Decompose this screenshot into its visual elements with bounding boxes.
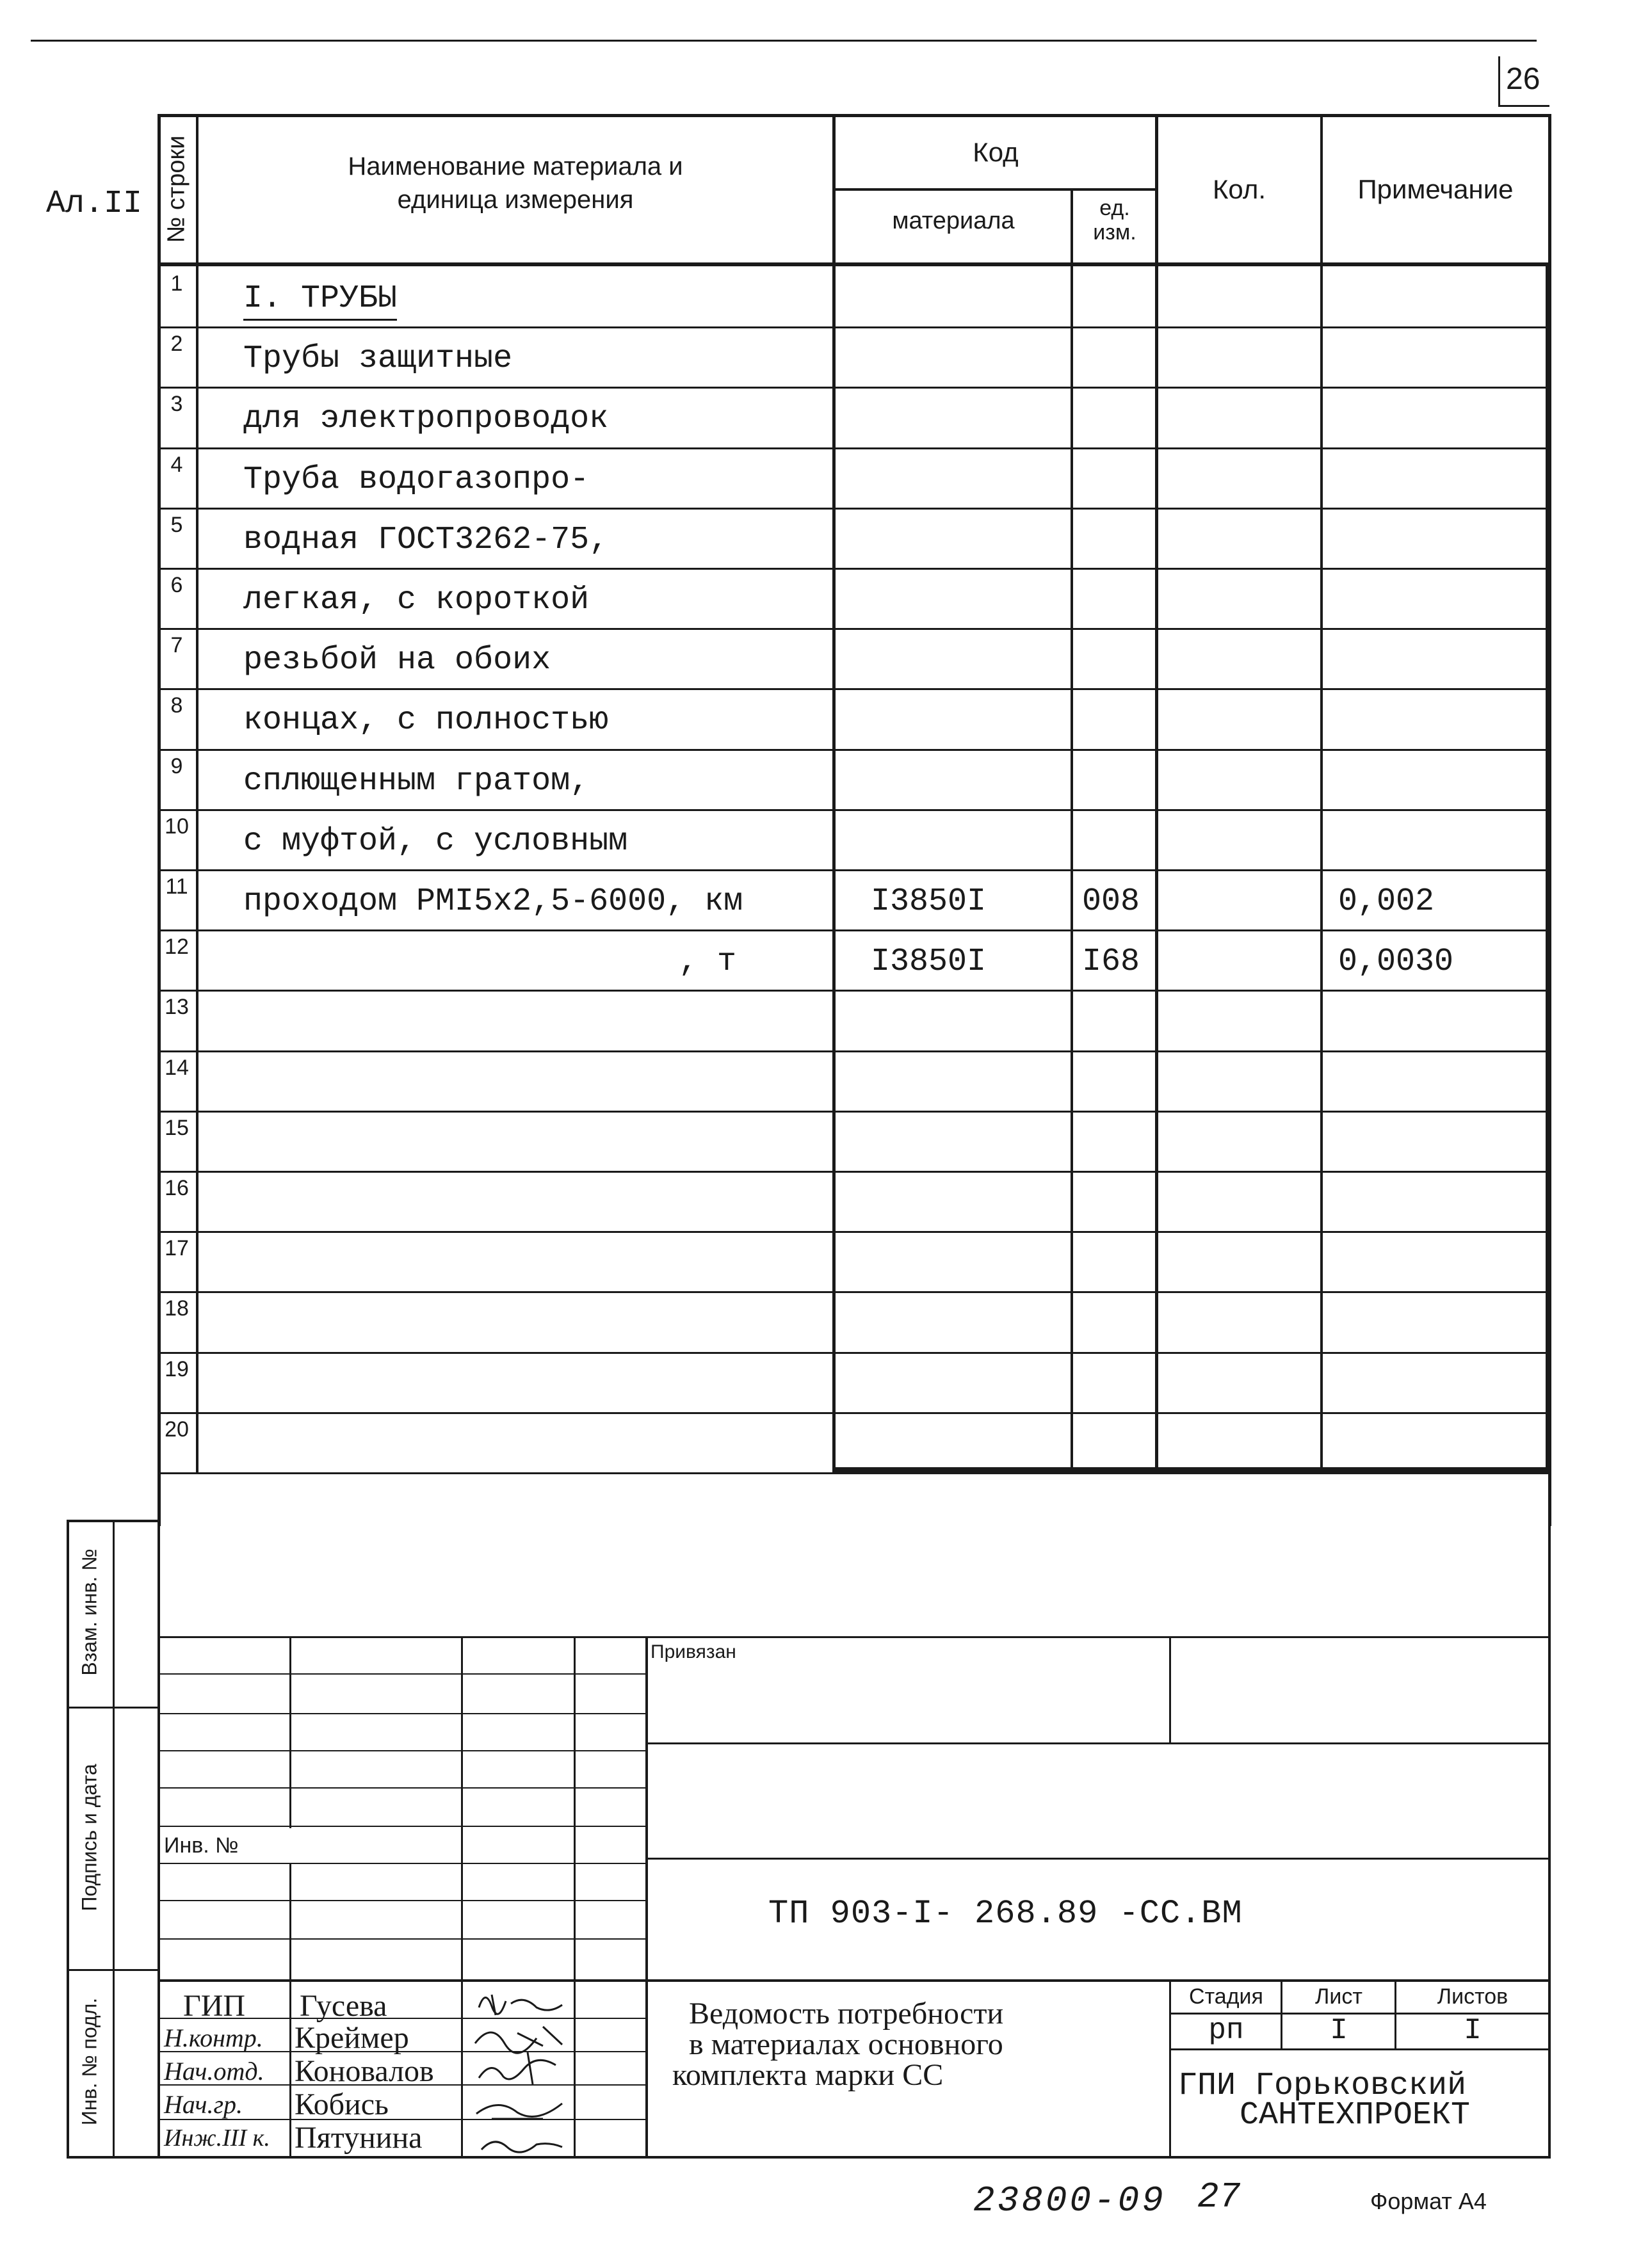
row-number: 14 [165,1055,189,1080]
row-number: 18 [165,1296,189,1321]
row-separator [160,1050,1548,1052]
row-unit-code: I68 [1082,944,1140,981]
row-number-header: № строки [163,135,190,243]
stamp-left-border [158,1472,160,2157]
top-rule [31,40,1537,42]
reg-col-4 [645,1636,648,2157]
col-line-note [1320,114,1323,1472]
row-number: 8 [170,693,183,718]
unit-code-header-line2: изм. [1093,220,1136,245]
row-number: 11 [165,874,188,899]
row-number: 9 [170,753,183,778]
sheet-value: I [1330,2014,1348,2047]
row-separator [160,326,1548,328]
row-separator [160,568,1548,570]
code-header: Код [973,137,1019,167]
sheet-label: Лист [1315,1984,1362,2009]
album-label: Ал.II [46,186,143,222]
row-material-code: I3850I [871,883,987,920]
row-note: 0,002 [1338,883,1435,920]
row-separator [160,990,1548,992]
table-top-border [158,114,1551,117]
stamp-bottom-border [158,2156,1551,2159]
reg-col-1b [289,1863,291,2157]
row-number: 15 [165,1115,189,1140]
inv-podl-label: Инв. № подл. [77,1997,101,2126]
stage-value-line [1169,2048,1551,2050]
reg-col-1 [289,1636,291,1828]
row-separator [160,1111,1548,1113]
stamp-top-line [158,1636,1551,1638]
row-number: 6 [170,573,183,597]
privyazan-bottom [647,1742,1551,1744]
row-material-name: легкая, с короткой [243,582,590,618]
stage-value: рп [1208,2014,1244,2047]
signatory-name-5: Пятунина [295,2121,423,2155]
row-separator [160,749,1548,751]
signatory-role-3: Нач.отд. [164,2057,264,2086]
row-separator [160,1412,1548,1414]
row-number: 3 [170,392,183,417]
row-material-name: , т [679,944,737,981]
row-material-name: I. ТРУБЫ [243,280,398,317]
row-number: 5 [170,512,183,537]
doc-title-line2: в материалах основного [689,2027,1003,2061]
sheets-value: I [1464,2014,1482,2047]
row-material-name: сплющенным гратом, [243,762,590,800]
stamp-right-border [1548,1472,1551,2157]
doc-title-line1: Ведомость потребности [689,1997,1004,2031]
row-material-name: резьбой на обоих [243,642,551,679]
signatory-role-1: ГИП [183,1989,246,2023]
signatory-name-1: Гусева [300,1989,387,2023]
side-strip-bottom [67,2156,160,2159]
row-number: 17 [165,1236,189,1261]
col-line-rownum [196,114,198,1472]
archive-number: 23800-09 [973,2180,1166,2221]
podpis-data-label: Подпись и дата [77,1764,101,1911]
organization-line1: ГПИ Горьковский [1178,2068,1467,2104]
row-material-code: I3850I [871,944,987,981]
row-number: 10 [165,814,189,839]
code-subheader-line [832,188,1158,191]
header-separator [158,262,1551,266]
row-number: 12 [165,935,189,960]
row-number: 13 [165,995,189,1020]
row-separator [160,929,1548,931]
col-line-qty [1155,114,1158,1472]
row-separator [160,1171,1548,1173]
row-separator [160,628,1548,630]
privyazan-divider [1169,1636,1171,1744]
row-material-name: Труба водогазопро- [243,461,590,498]
row-material-name: Трубы защитные [243,341,513,378]
value-block-bottom [832,1467,1549,1472]
material-code-header: материала [892,207,1015,234]
sheet-number-divider [1498,56,1500,106]
sheets-label: Листов [1437,1984,1508,2009]
qty-header: Кол. [1212,174,1266,204]
row-number: 19 [165,1356,189,1381]
row-separator [160,809,1548,811]
signatory-role-2: Н.контр. [164,2023,263,2052]
reg-col-2 [461,1636,463,2157]
page-number: 27 [1197,2176,1241,2217]
doc-title-line3: комплекта марки СС [672,2058,944,2092]
signatures-image [466,1982,575,2159]
signatory-name-2: Креймер [295,2021,409,2055]
signatory-role-5: Инж.III к. [164,2125,270,2151]
document-designation: ТП 903-I- 268.89 -СС.ВМ [768,1895,1243,1933]
side-strip-left [67,1520,69,2157]
note-header: Примечание [1357,174,1514,204]
signatory-role-4: Нач.гр. [164,2090,243,2119]
signatory-name-3: Коновалов [295,2054,434,2088]
row-separator [160,688,1548,690]
organization-line2: САНТЕХПРОЕКТ [1240,2097,1471,2134]
sheet-number: 26 [1506,62,1540,96]
row-separator [160,869,1548,871]
name-header-line2: единица измерения [397,186,634,214]
vzam-inv-label: Взам. инв. № [77,1548,101,1676]
row-separator [160,1291,1548,1293]
stamp-mid-line [160,1979,1551,1982]
signatory-name-4: Кобись [295,2087,389,2121]
row-material-name: водная ГОСТ3262-75, [243,521,609,558]
sheet-number-underline [1498,105,1549,107]
unit-code-header-line1: ед. [1099,196,1130,220]
table-bottom-border [158,1472,1551,1474]
privyazan-label: Привязан [651,1641,736,1662]
row-number: 2 [170,332,183,357]
row-material-name: концах, с полностью [243,702,609,739]
col-line-unit [1071,189,1073,1472]
row-separator [160,508,1548,510]
row-number: 1 [170,271,183,296]
inv-no-label: Инв. № [164,1833,239,1858]
side-strip-sep1 [67,1707,160,1709]
row-separator [160,447,1548,449]
row-note: 0,0030 [1338,944,1454,981]
row-material-name: для электропроводок [243,401,609,438]
stage-label: Стадия [1189,1984,1263,2009]
row-number: 7 [170,633,183,658]
row-number: 16 [165,1176,189,1200]
row-separator [160,387,1548,389]
row-material-name: с муфтой, с условным [243,823,628,860]
row-number: 4 [170,452,183,477]
section-title-underline [243,319,397,321]
name-header-line1: Наименование материала и [348,152,683,181]
designation-top [647,1858,1551,1860]
row-material-name: проходом РМI5х2,5-6000, км [243,883,743,920]
row-unit-code: 008 [1082,883,1140,920]
row-separator [160,1352,1548,1354]
side-strip-mid [113,1520,115,2157]
row-separator [160,1231,1548,1233]
row-number: 20 [165,1417,189,1442]
side-strip-sep2 [67,1969,160,1971]
format-label: Формат А4 [1370,2188,1487,2214]
col-line-code [832,114,836,1472]
